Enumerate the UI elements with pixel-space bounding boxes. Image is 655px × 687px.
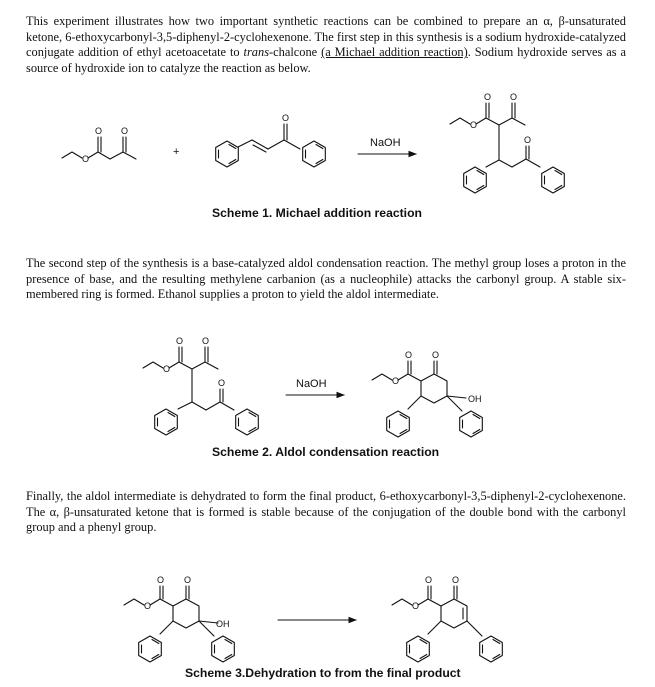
- scheme1-ester-o-label: O: [82, 154, 90, 164]
- scheme1-caption: Scheme 1. Michael addition reaction: [212, 206, 422, 220]
- michael-addition-link: (a Michael addition reaction): [321, 45, 468, 60]
- scheme3-product-carbonyl-o-2: O: [452, 575, 460, 585]
- scheme1-michael-adduct: [450, 92, 564, 193]
- scheme2-reactant-carbonyl-o-1: O: [176, 336, 184, 346]
- intro-italic-trans: trans: [243, 45, 270, 60]
- scheme1-reagent-naoh: NaOH: [370, 137, 401, 149]
- scheme3-reactant-ester-o: O: [144, 601, 152, 611]
- scheme1-adduct-carbonyl-o-3: O: [524, 135, 532, 145]
- intro-text-2: -chalcone: [269, 45, 322, 60]
- scheme3-reactant-carbonyl-o-1: O: [157, 575, 165, 585]
- scheme2-product-carbonyl-o-2: O: [432, 350, 440, 360]
- scheme3-final-product: [392, 575, 502, 662]
- scheme2-product-ester-o: O: [392, 376, 400, 386]
- scheme3-aldol-intermediate: [124, 575, 234, 662]
- scheme2-reactant-ester-o: O: [163, 364, 171, 374]
- dehydration-paragraph: Finally, the aldol intermediate is dehydrated to form the final product, 6-ethoxycarbonyl-3,5-diphenyl-2-cyclohexenone. The α, β-unsaturated ketone that is formed is stable because of the conjugation of the double bond with the carbonyl group and a phenyl group.: [26, 489, 626, 535]
- intro-text-3: . Sodium hydroxide serves as a source of hydroxide ion to catalyze the reaction as below.: [26, 45, 626, 75]
- scheme1-ketone-carbonyl-o: O: [121, 126, 129, 136]
- scheme1-ethyl-acetoacetate: [62, 126, 136, 164]
- scheme3-hydroxyl-label: OH: [216, 619, 230, 629]
- scheme2-aldol-intermediate: [372, 350, 482, 437]
- scheme1-trans-chalcone: [216, 113, 326, 167]
- scheme1-plus-sign: +: [173, 146, 180, 158]
- scheme1-adduct-carbonyl-o-2: O: [510, 92, 518, 102]
- scheme2-reactant-carbonyl-o-3: O: [218, 378, 226, 388]
- scheme1-ester-carbonyl-o: O: [95, 126, 103, 136]
- scheme2-michael-adduct: [143, 336, 258, 435]
- scheme3-product-ester-o: O: [412, 601, 420, 611]
- scheme3-reactant-carbonyl-o-2: O: [184, 575, 192, 585]
- scheme1-chalcone-carbonyl-o: O: [282, 113, 290, 123]
- scheme2-product-carbonyl-o-1: O: [405, 350, 413, 360]
- scheme2-hydroxyl-label: OH: [468, 394, 482, 404]
- scheme3-product-carbonyl-o-1: O: [425, 575, 433, 585]
- scheme2-caption: Scheme 2. Aldol condensation reaction: [212, 445, 440, 459]
- scheme2-reagent-naoh: NaOH: [296, 378, 327, 390]
- aldol-paragraph: The second step of the synthesis is a base-catalyzed aldol condensation reaction. The methyl group loses a proton in the presence of base, and the resulting methylene carbanion (as a nucleophile) attacks the carbonyl group. A stable six-membered ring is formed. Ethanol supplies a proton to yield the aldol intermediate.: [26, 256, 626, 302]
- scheme2-reactant-carbonyl-o-2: O: [202, 336, 210, 346]
- scheme1-adduct-ester-o: O: [470, 120, 478, 130]
- scheme1-adduct-carbonyl-o-1: O: [484, 92, 492, 102]
- intro-text-1: This experiment illustrates how two important synthetic reactions can be combined to prepare an α, β-unsaturated ketone, 6-ethoxycarbonyl-3,5-diphenyl-2-cyclohexenone. The first step in this synthesis is a sodium hydroxide-catalyzed conjugate addition of ethyl acetoacetate to: [26, 14, 626, 60]
- scheme3-caption: Scheme 3.Dehydration to from the final product: [185, 666, 461, 680]
